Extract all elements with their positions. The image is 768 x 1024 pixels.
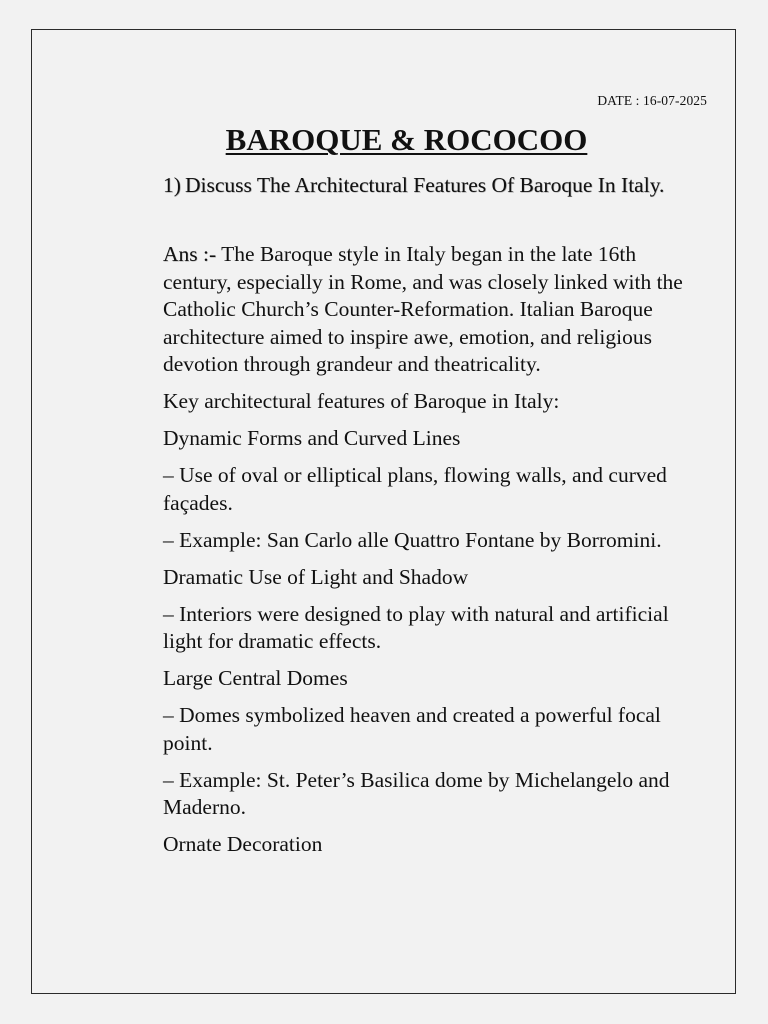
answer-intro-paragraph xyxy=(163,241,688,379)
body-paragraph: – Example: San Carlo alle Quattro Fontane by Borromini. xyxy=(163,527,662,552)
question-heading xyxy=(163,171,683,200)
answer-intro-text: The Baroque style in Italy began in the late 16th century, especially in Rome, and was closely linked with the Catholic Church’s Counter-Reformation. Italian Baroque architecture aimed to inspire awe, emotion, and religious devotion through grandeur and theatricality. xyxy=(163,242,683,376)
body-paragraph: – Interiors were designed to play with natural and artificial light for dramatic effects. xyxy=(163,601,669,653)
document-title: BAROQUE & ROCOCOO xyxy=(225,122,588,157)
body-paragraph: Ornate Decoration xyxy=(163,832,323,856)
body-paragraph: – Domes symbolized heaven and created a powerful focal point. xyxy=(163,703,661,755)
date-label: DATE : 16-07-2025 xyxy=(597,93,707,108)
body-paragraph: Dynamic Forms and Curved Lines xyxy=(163,426,461,450)
answer-label: Ans :- xyxy=(163,242,217,266)
question-number: 1) xyxy=(163,173,181,197)
body-paragraph: Key architectural features of Baroque in Italy: xyxy=(163,389,560,413)
body-paragraph: Large Central Domes xyxy=(163,666,348,690)
body-paragraph: – Use of oval or elliptical plans, flowing walls, and curved façades. xyxy=(163,463,667,515)
answer-body xyxy=(163,241,688,868)
question-text: Discuss The Architectural Features Of Baroque In Italy. xyxy=(185,173,665,197)
body-paragraph: Dramatic Use of Light and Shadow xyxy=(163,564,469,589)
body-paragraph: – Example: St. Peter’s Basilica dome by Michelangelo and Maderno. xyxy=(163,767,670,819)
